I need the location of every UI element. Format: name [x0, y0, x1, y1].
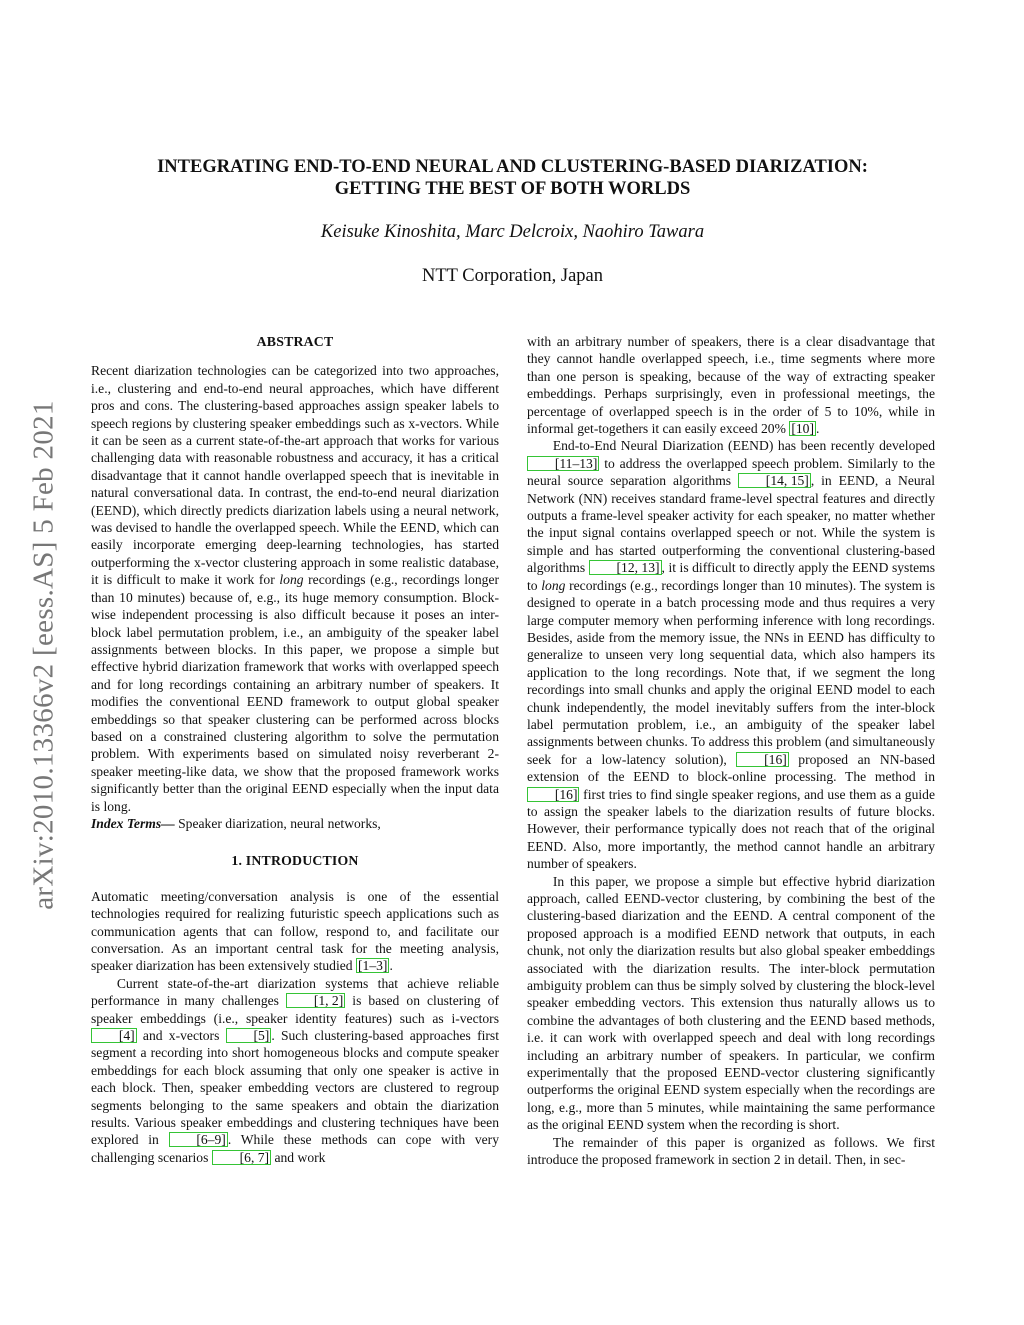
citation-link[interactable]: [1, 2] — [286, 993, 345, 1008]
intro-paragraph-2: Current state-of-the-art diarization systems that achieve reliable performance in many challenges [1, 2] is based on clustering of speaker embeddings (i.e., speaker identity features) such as i-vectors [4] and x-vectors [5] . Such clustering-based approaches first segment a recording into short homogeneous blocks and compute speaker embeddings for each block assuming that only one speaker is active in each block. Then, speaker embedding vectors are clustered to regroup segments belonging to the same speakers and obtain the diarization results. Various speaker embeddings and clustering techniques have been explored in [6–9] . While these methods can cope with very challenging scenarios [6, 7] and work — [91, 975, 499, 1165]
abstract-body: Recent diarization technologies can be categorized into two approaches, i.e., clustering and end-to-end neural approaches, which have different pros and cons. The clustering-based approaches assign speaker labels to speech regions by clustering speaker embeddings such as x-vectors. While it can be seen as a current state-of-the-art approach that works for various challenging data with reasonable robustness and accuracy, it has a critical disadvantage that it cannot handle overlapped speech that is inevitable in natural conversational data. In contrast, the end-to-end neural diarization (EEND), which directly predicts diarization labels using a neural network, was devised to handle the overlapped speech. While the EEND, which can easily incorporate emerging deep-learning technologies, has started outperforming the x-vector clustering approach in some realistic database, it is difficult to make it work for long recordings (e.g., recordings longer than 10 minutes) because of, e.g., its huge memory consumption. Block-wise independent processing is also difficult because it poses an inter-block label permutation problem, i.e., an ambiguity of the speaker label assignments between blocks. In this paper, we propose a simple but effective hybrid diarization framework that works with overlapped speech and for long recordings containing an arbitrary number of speakers. It modifies the conventional EEND framework to output global speaker embeddings so that speaker clustering can be performed across blocks based on a constrained clustering algorithm to solve the permutation problem. With experiments based on simulated noisy reverberant 2-speaker meeting-like data, we show that the proposed framework works significantly better than the original EEND especially when the input data is long. — [91, 363, 499, 814]
intro-heading: 1. INTRODUCTION — [231, 853, 359, 869]
citation-link[interactable]: [1–3] — [358, 958, 388, 974]
left-column — [91, 333, 499, 1166]
authors: Keisuke Kinoshita, Marc Delcroix, Naohiro Tawara — [320, 222, 705, 242]
arxiv-identifier[interactable]: arXiv:2010.13366v2 [eess.AS] 5 Feb 2021 — [27, 400, 60, 910]
abstract-heading: ABSTRACT — [256, 334, 334, 349]
affiliation: NTT Corporation, Japan — [421, 266, 604, 286]
right-column — [527, 333, 935, 1169]
index-terms-label: Index Terms— — [91, 815, 175, 831]
citation-link[interactable]: [10] — [791, 421, 814, 437]
right-paragraph-3: In this paper, we propose a simple but effective hybrid diarization approach, called EEND-vector clustering, by combining the best of the clustering-based diarization and the EEND. A central component of the proposed approach is a modified EEND network that outputs, in each chunk, not only the diarization results but also global speaker embeddings associated with the diarization results. The inter-block permutation ambiguity problem can thus be simply solved by clustering the block-level speaker embedding vectors. This extension thus naturally allows us to combine the advantages of both clustering and the EEND based methods, i.e. it can work with overlapped speech and deal with long recordings including an arbitrary number of speakers. In particular, we confirm experimentally that the proposed EEND-vector clustering significantly outperforms the original EEND system especially when the recordings are long, e.g., more than 5 minutes, while maintaining the same performance as the original EEND system when the recording is short. — [527, 873, 935, 1133]
right-paragraph-1: with an arbitrary number of speakers, there is a clear disadvantage that they cannot handle overlapped speech, i.e., time segments where more than one person is speaking, because of the way of extracting speaker embeddings. Perhaps surprisingly, even in professional meetings, the percentage of overlapped speech is in the order of 5 to 10%, while in informal get-togethers it can easily exceed 20% [10] . — [527, 334, 935, 437]
right-paragraph-4: The remainder of this paper is organized as follows. We first introduce the proposed framework in section 2 in detail. Then, in sec- — [527, 1134, 935, 1168]
citation-link[interactable]: [16] — [527, 787, 579, 802]
title-line-1: INTEGRATING END-TO-END NEURAL AND CLUSTERING-BASED DIARIZATION: — [157, 157, 868, 177]
citation-link[interactable]: [4] — [91, 1028, 137, 1043]
citation-link[interactable]: [16] — [736, 752, 788, 767]
citation-link[interactable]: [11–13] — [527, 456, 599, 471]
citation-link[interactable]: [14, 15] — [738, 473, 811, 488]
title-line-2: GETTING THE BEST OF BOTH WORLDS — [334, 179, 691, 199]
citation-link[interactable]: [6, 7] — [212, 1150, 271, 1165]
citation-link[interactable]: [6–9] — [169, 1132, 228, 1147]
arxiv-side-label — [22, 355, 66, 955]
citation-link[interactable]: [5] — [226, 1028, 272, 1043]
intro-paragraph-1: Automatic meeting/conversation analysis is one of the essential technologies required for realizing futuristic speech applications such as communication agents that can follow, respond to, and facilitate our conversation. As an important central task for the meeting analysis, speaker diarization has been extensively studied [1–3] . — [91, 888, 499, 974]
paper-title — [90, 156, 935, 200]
right-paragraph-2: End-to-End Neural Diarization (EEND) has been recently developed [11–13] to address the overlapped speech problem. Similarly to the neural source separation algorithms [14, 15] , in EEND, a Neural Network (NN) receives standard frame-level spectral features and directly outputs a frame-level speaker activity for each speaker, no matter whether the input signal contains overlapped speech or not. While the system is simple and has started outperforming the conventional clustering-based algorithms [12, 13] , it is difficult to directly apply the EEND systems to long recordings (e.g., recordings longer than 10 minutes). The system is designed to operate in a batch processing mode and thus requires a very large computer memory when performing inference with long recordings. Besides, aside from the memory issue, the NNs in EEND has difficulty to generalize to unseen very long sequential data, which also hampers its application to the long recordings. Note that, if we segment the long recordings into small chunks and apply the original EEND model to each chunk independently, the model inevitably suffers from the inter-block label permutation problem, i.e., an ambiguity of the speaker label assignments between chunks. To address this problem (and simultaneously seek for a low-latency solution), [16] proposed an NN-based extension of the EEND to block-online processing. The method in [16] first tries to find single speaker regions, and use them as a guide to assign the speaker labels to the diarization results of future blocks. However, their performance typically does not reach that of the original EEND. Also, more importantly, the method cannot handle an arbitrary number of speakers. — [527, 438, 935, 872]
citation-link[interactable]: [12, 13] — [589, 560, 662, 575]
index-terms: Index Terms— Speaker diarization, neural networks, — [91, 815, 381, 831]
